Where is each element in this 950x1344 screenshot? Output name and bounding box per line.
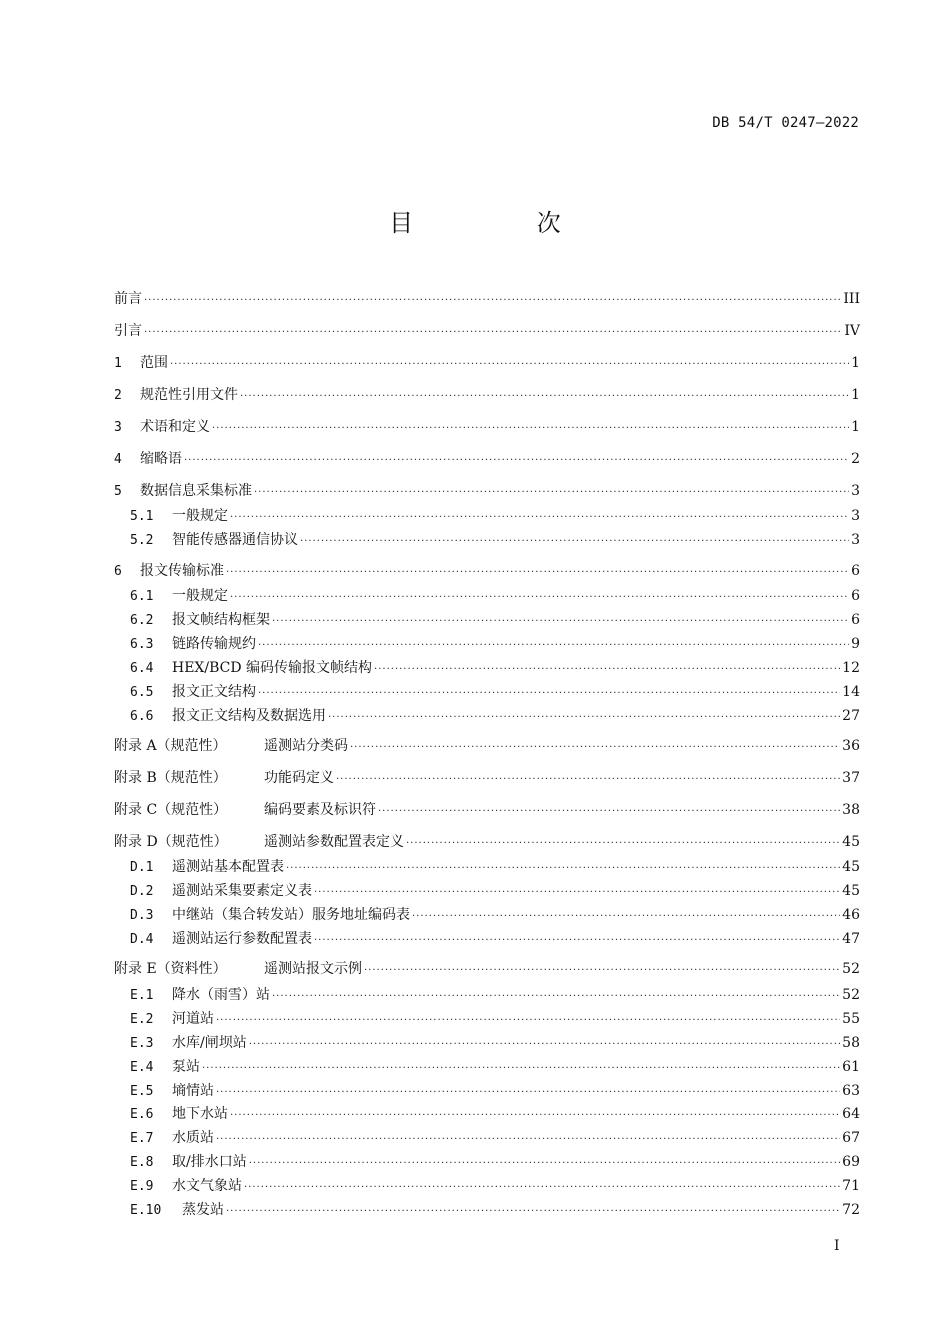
page-title: 目 次 <box>389 209 619 237</box>
toc-entry-label: 遥测站参数配置表定义 <box>264 834 404 850</box>
toc-entry-number: D.1 <box>130 860 154 875</box>
toc-entry-label: 遥测站分类码 <box>264 738 348 754</box>
toc-leader-dots <box>244 1174 840 1194</box>
toc-entry-page: 36 <box>842 738 860 754</box>
toc-leader-dots <box>249 1150 840 1170</box>
toc-leader-dots <box>374 656 840 676</box>
toc-entry-number: D.4 <box>130 932 154 947</box>
toc-leader-dots <box>212 415 849 435</box>
toc-entry-label: 水质站 <box>172 1130 214 1146</box>
toc-entry-label: 遥测站报文示例 <box>264 961 362 977</box>
toc-entry-label: 水文气象站 <box>172 1178 242 1194</box>
toc-entry-number: 6.6 <box>130 709 154 724</box>
toc-entry-number: 6 <box>114 564 122 579</box>
toc-entry-6-4[interactable] <box>130 659 860 679</box>
toc-entry-number: 3 <box>114 420 122 435</box>
toc-entry-page: 9 <box>851 636 860 652</box>
toc-entry-label: 编码要素及标识符 <box>264 802 376 818</box>
toc-entry-page: 58 <box>842 1035 860 1051</box>
toc-entry-6[interactable] <box>114 562 860 582</box>
toc-entry-page: 63 <box>842 1083 860 1099</box>
toc-entry-label: 数据信息采集标准 <box>140 483 252 499</box>
toc-entry-number: 6.1 <box>130 589 154 604</box>
toc-entry-page: 3 <box>851 532 860 548</box>
toc-entry-page: 37 <box>842 770 860 786</box>
toc-leader-dots <box>216 1007 840 1027</box>
toc-entry-label: 范围 <box>140 355 168 371</box>
toc-entry-e-8[interactable] <box>130 1153 860 1173</box>
toc-entry-number: E.7 <box>130 1131 154 1146</box>
toc-entry-3[interactable] <box>114 418 860 438</box>
standard-number: DB 54/T 0247—2022 <box>712 115 859 131</box>
toc-entry-6-1[interactable] <box>130 587 860 607</box>
toc-entry-label: 链路传输规约 <box>172 636 256 652</box>
toc-leader-dots <box>170 351 849 371</box>
toc-entry-number: E.9 <box>130 1179 154 1194</box>
toc-entry-introduction[interactable] <box>114 322 860 342</box>
toc-entry-appendix-a[interactable] <box>114 737 860 757</box>
toc-entry-e-2[interactable] <box>130 1010 860 1030</box>
toc-entry-label: 报文传输标准 <box>140 563 224 579</box>
toc-entry-label: 智能传感器通信协议 <box>172 532 298 548</box>
toc-entry-page: 52 <box>842 987 860 1003</box>
toc-entry-e-6[interactable] <box>130 1105 860 1125</box>
toc-appendix-prefix: 附录 B（规范性） <box>114 770 227 786</box>
toc-entry-number: E.3 <box>130 1036 154 1051</box>
toc-entry-page: IV <box>844 323 860 339</box>
toc-entry-label: 遥测站基本配置表 <box>172 859 284 875</box>
toc-entry-page: 45 <box>842 834 860 850</box>
toc-entry-label: 墒情站 <box>172 1083 214 1099</box>
toc-entry-label: 报文正文结构及数据选用 <box>172 708 326 724</box>
toc-entry-label: 蒸发站 <box>182 1202 224 1218</box>
toc-entry-e-3[interactable] <box>130 1034 860 1054</box>
toc-entry-page: 45 <box>842 859 860 875</box>
toc-leader-dots <box>258 632 849 652</box>
toc-leader-dots <box>406 830 840 850</box>
toc-entry-label: 引言 <box>114 323 142 339</box>
toc-entry-page: 67 <box>842 1130 860 1146</box>
toc-entry-6-3[interactable] <box>130 635 860 655</box>
toc-entry-appendix-b[interactable] <box>114 769 860 789</box>
toc-leader-dots <box>350 734 840 754</box>
toc-entry-label: 遥测站采集要素定义表 <box>172 883 312 899</box>
page-number: I <box>834 1238 840 1254</box>
toc-appendix-prefix: 附录 E（资料性） <box>114 961 227 977</box>
toc-entry-4[interactable] <box>114 450 860 470</box>
toc-entry-number: 2 <box>114 388 122 403</box>
toc-leader-dots <box>144 319 842 339</box>
toc-entry-label: 一般规定 <box>172 508 228 524</box>
toc-entry-label: 缩略语 <box>140 451 182 467</box>
toc-leader-dots <box>230 584 849 604</box>
toc-entry-number: 6.5 <box>130 685 154 700</box>
toc-entry-label: HEX/BCD 编码传输报文帧结构 <box>172 660 373 676</box>
toc-entry-number: 5.2 <box>130 533 154 548</box>
toc-entry-number: E.6 <box>130 1107 154 1122</box>
toc-entry-page: 61 <box>842 1059 860 1075</box>
toc-entry-number: 5 <box>114 484 122 499</box>
toc-entry-number: 5.1 <box>130 509 154 524</box>
toc-entry-5[interactable] <box>114 482 860 502</box>
toc-entry-page: 1 <box>851 387 860 403</box>
toc-appendix-prefix: 附录 D（规范性） <box>114 834 228 850</box>
toc-entry-page: 6 <box>851 588 860 604</box>
toc-leader-dots <box>240 383 849 403</box>
toc-entry-label: 功能码定义 <box>264 770 334 786</box>
toc-appendix-prefix: 附录 C（规范性） <box>114 802 228 818</box>
toc-entry-label: 河道站 <box>172 1011 214 1027</box>
toc-entry-page: 64 <box>842 1106 860 1122</box>
toc-entry-page: 6 <box>851 563 860 579</box>
toc-leader-dots <box>144 287 841 307</box>
toc-entry-e-5[interactable] <box>130 1082 860 1102</box>
toc-entry-number: E.1 <box>130 988 154 1003</box>
toc-entry-e-10[interactable] <box>130 1201 860 1221</box>
toc-appendix-prefix: 附录 A（规范性） <box>114 738 227 754</box>
toc-entry-number: 6.3 <box>130 637 154 652</box>
toc-entry-e-4[interactable] <box>130 1058 860 1078</box>
toc-leader-dots <box>328 704 840 724</box>
toc-entry-label: 中继站（集合转发站）服务地址编码表 <box>172 907 410 923</box>
toc-leader-dots <box>314 879 840 899</box>
toc-leader-dots <box>226 1198 840 1218</box>
toc-entry-page: 47 <box>842 931 860 947</box>
toc-entry-1[interactable] <box>114 354 860 374</box>
toc-entry-label: 降水（雨雪）站 <box>172 987 270 1003</box>
toc-entry-d-3[interactable] <box>130 906 860 926</box>
toc-entry-foreword[interactable] <box>114 290 860 310</box>
toc-entry-number: D.3 <box>130 908 154 923</box>
toc-entry-number: E.5 <box>130 1084 154 1099</box>
toc-leader-dots <box>314 927 840 947</box>
toc-leader-dots <box>300 528 849 548</box>
toc-entry-label: 遥测站运行参数配置表 <box>172 931 312 947</box>
toc-entry-label: 报文正文结构 <box>172 684 256 700</box>
toc-leader-dots <box>202 1055 840 1075</box>
toc-entry-page: 69 <box>842 1154 860 1170</box>
toc-entry-page: 45 <box>842 883 860 899</box>
toc-entry-number: 4 <box>114 452 122 467</box>
toc-entry-e-1[interactable] <box>130 986 860 1006</box>
toc-entry-number: E.8 <box>130 1155 154 1170</box>
toc-leader-dots <box>258 680 840 700</box>
toc-entry-number: E.2 <box>130 1012 154 1027</box>
toc-entry-page: 27 <box>842 708 860 724</box>
toc-entry-6-6[interactable] <box>130 707 860 727</box>
toc-leader-dots <box>184 447 849 467</box>
toc-entry-page: 1 <box>851 355 860 371</box>
toc-entry-e-7[interactable] <box>130 1129 860 1149</box>
toc-entry-number: E.10 <box>130 1203 162 1218</box>
toc-leader-dots <box>254 479 849 499</box>
toc-entry-label: 地下水站 <box>172 1106 228 1122</box>
toc-entry-label: 前言 <box>114 291 142 307</box>
toc-entry-number: 6.4 <box>130 661 154 676</box>
toc-entry-6-2[interactable] <box>130 611 860 631</box>
toc-entry-d-4[interactable] <box>130 930 860 950</box>
toc-entry-number: D.2 <box>130 884 154 899</box>
toc-entry-page: III <box>843 291 860 307</box>
toc-entry-5-2[interactable] <box>130 531 860 551</box>
toc-leader-dots <box>216 1079 840 1099</box>
toc-entry-appendix-c[interactable] <box>114 801 860 821</box>
toc-entry-label: 术语和定义 <box>140 419 210 435</box>
toc-entry-2[interactable] <box>114 386 860 406</box>
toc-entry-number: 1 <box>114 356 122 371</box>
toc-leader-dots <box>286 855 840 875</box>
toc-entry-label: 取/排水口站 <box>172 1154 247 1170</box>
toc-entry-number: 6.2 <box>130 613 154 628</box>
toc-entry-number: E.4 <box>130 1060 154 1075</box>
toc-entry-appendix-d[interactable] <box>114 833 860 853</box>
toc-leader-dots <box>336 766 840 786</box>
toc-entry-label: 泵站 <box>172 1059 200 1075</box>
toc-entry-page: 46 <box>842 907 860 923</box>
toc-leader-dots <box>412 903 840 923</box>
toc-entry-label: 规范性引用文件 <box>140 387 238 403</box>
toc-entry-label: 一般规定 <box>172 588 228 604</box>
toc-entry-page: 1 <box>851 419 860 435</box>
toc-leader-dots <box>364 957 840 977</box>
toc-leader-dots <box>230 1102 840 1122</box>
toc-entry-e-9[interactable] <box>130 1177 860 1197</box>
toc-entry-page: 14 <box>842 684 860 700</box>
toc-entry-5-1[interactable] <box>130 507 860 527</box>
toc-leader-dots <box>378 798 840 818</box>
toc-entry-label: 报文帧结构框架 <box>172 612 270 628</box>
toc-entry-page: 12 <box>842 660 860 676</box>
toc-entry-page: 52 <box>842 961 860 977</box>
toc-leader-dots <box>216 1126 840 1146</box>
toc-entry-page: 6 <box>851 612 860 628</box>
toc-entry-label: 水库/闸坝站 <box>172 1035 247 1051</box>
toc-entry-page: 71 <box>842 1178 860 1194</box>
toc-leader-dots <box>226 559 849 579</box>
toc-leader-dots <box>272 983 840 1003</box>
toc-entry-page: 3 <box>851 483 860 499</box>
toc-entry-page: 55 <box>842 1011 860 1027</box>
toc-entry-page: 3 <box>851 508 860 524</box>
toc-entry-page: 38 <box>842 802 860 818</box>
toc-entry-page: 72 <box>842 1202 860 1218</box>
toc-entry-d-1[interactable] <box>130 858 860 878</box>
toc-entry-d-2[interactable] <box>130 882 860 902</box>
toc-leader-dots <box>230 504 849 524</box>
toc-entry-page: 2 <box>851 451 860 467</box>
toc-leader-dots <box>272 608 849 628</box>
toc-leader-dots <box>249 1031 840 1051</box>
toc-entry-appendix-e[interactable] <box>114 960 860 980</box>
toc-entry-6-5[interactable] <box>130 683 860 703</box>
